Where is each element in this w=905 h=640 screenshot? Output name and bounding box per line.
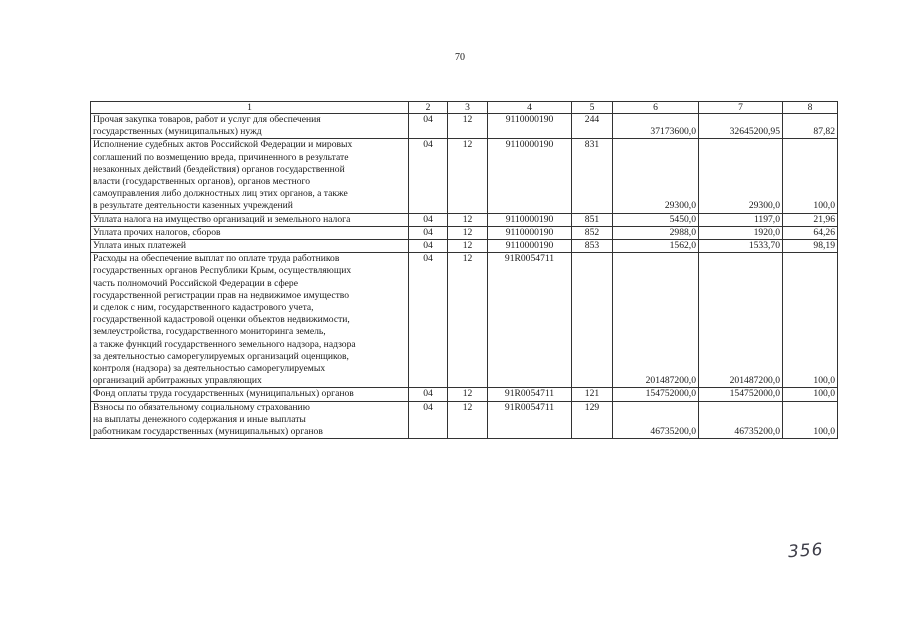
row-description: Взносы по обязательному социальному страхованию на выплаты денежного содержания и иные выплаты работникам государственных (муниципальных) органов <box>91 401 409 439</box>
execution-percent: 100,0 <box>783 139 838 213</box>
subsection-code: 12 <box>448 253 488 388</box>
section-code: 04 <box>409 388 448 401</box>
executed-amount: 154752000,0 <box>699 388 783 401</box>
executed-amount: 46735200,0 <box>699 401 783 439</box>
column-header: 5 <box>572 102 613 114</box>
subsection-code: 12 <box>448 114 488 139</box>
target-article-code: 9110000190 <box>488 139 572 213</box>
target-article-code: 91R0054711 <box>488 401 572 439</box>
subsection-code: 12 <box>448 139 488 213</box>
section-code: 04 <box>409 401 448 439</box>
column-header: 3 <box>448 102 488 114</box>
column-header: 6 <box>613 102 699 114</box>
subsection-code: 12 <box>448 388 488 401</box>
target-article-code: 9110000190 <box>488 114 572 139</box>
subsection-code: 12 <box>448 401 488 439</box>
table-row <box>91 114 838 139</box>
table-row <box>91 226 838 239</box>
target-article-code: 9110000190 <box>488 226 572 239</box>
planned-amount: 154752000,0 <box>613 388 699 401</box>
executed-amount: 29300,0 <box>699 139 783 213</box>
expense-type-code: 129 <box>572 401 613 439</box>
table-row <box>91 213 838 226</box>
section-code: 04 <box>409 114 448 139</box>
row-description: Уплата налога на имущество организаций и земельного налога <box>91 213 409 226</box>
page-number: 70 <box>455 52 465 63</box>
expense-type-code <box>572 253 613 388</box>
execution-percent: 87,82 <box>783 114 838 139</box>
expense-type-code: 121 <box>572 388 613 401</box>
row-description: Уплата иных платежей <box>91 240 409 253</box>
table-row <box>91 388 838 401</box>
section-code: 04 <box>409 240 448 253</box>
budget-execution-table <box>90 101 838 439</box>
expense-type-code: 831 <box>572 139 613 213</box>
subsection-code: 12 <box>448 213 488 226</box>
table-header-row <box>91 102 838 114</box>
row-description: Прочая закупка товаров, работ и услуг для обеспечения государственных (муниципальных) нужд <box>91 114 409 139</box>
planned-amount: 5450,0 <box>613 213 699 226</box>
target-article-code: 91R0054711 <box>488 388 572 401</box>
executed-amount: 1197,0 <box>699 213 783 226</box>
executed-amount: 32645200,95 <box>699 114 783 139</box>
planned-amount: 29300,0 <box>613 139 699 213</box>
planned-amount: 2988,0 <box>613 226 699 239</box>
subsection-code: 12 <box>448 240 488 253</box>
expense-type-code: 851 <box>572 213 613 226</box>
row-description: Фонд оплаты труда государственных (муниципальных) органов <box>91 388 409 401</box>
table-row <box>91 139 838 213</box>
target-article-code: 91R0054711 <box>488 253 572 388</box>
execution-percent: 21,96 <box>783 213 838 226</box>
expense-type-code: 852 <box>572 226 613 239</box>
executed-amount: 1920,0 <box>699 226 783 239</box>
executed-amount: 1533,70 <box>699 240 783 253</box>
subsection-code: 12 <box>448 226 488 239</box>
target-article-code: 9110000190 <box>488 213 572 226</box>
table-row <box>91 240 838 253</box>
row-description: Уплата прочих налогов, сборов <box>91 226 409 239</box>
executed-amount: 201487200,0 <box>699 253 783 388</box>
execution-percent: 98,19 <box>783 240 838 253</box>
planned-amount: 201487200,0 <box>613 253 699 388</box>
column-header: 2 <box>409 102 448 114</box>
table-row <box>91 401 838 439</box>
target-article-code: 9110000190 <box>488 240 572 253</box>
row-description: Расходы на обеспечение выплат по оплате труда работников государственных органов Республики Крым, осуществляющих часть полномочий Российской Федерации в сфере государственной регистрации прав на недвижимое имущество и сделок с ним, государственного кадастрового учета, государственной кадастровой оценки объектов недвижимости, землеустройства, государственного мониторинга земель, а также функций государственного земельного надзора, надзора за деятельностью саморегулируемых организаций оценщиков, контроля (надзора) за деятельностью саморегулируемых организаций арбитражных управляющих <box>91 253 409 388</box>
planned-amount: 37173600,0 <box>613 114 699 139</box>
execution-percent: 100,0 <box>783 253 838 388</box>
handwritten-page-note: 356 <box>787 539 825 563</box>
column-header: 7 <box>699 102 783 114</box>
section-code: 04 <box>409 139 448 213</box>
planned-amount: 1562,0 <box>613 240 699 253</box>
execution-percent: 64,26 <box>783 226 838 239</box>
execution-percent: 100,0 <box>783 388 838 401</box>
expense-type-code: 853 <box>572 240 613 253</box>
column-header: 8 <box>783 102 838 114</box>
execution-percent: 100,0 <box>783 401 838 439</box>
planned-amount: 46735200,0 <box>613 401 699 439</box>
section-code: 04 <box>409 213 448 226</box>
table-row <box>91 253 838 388</box>
expense-type-code: 244 <box>572 114 613 139</box>
column-header: 1 <box>91 102 409 114</box>
section-code: 04 <box>409 253 448 388</box>
column-header: 4 <box>488 102 572 114</box>
section-code: 04 <box>409 226 448 239</box>
row-description: Исполнение судебных актов Российской Федерации и мировых соглашений по возмещению вреда, причиненного в результате незаконных действий (бездействия) органов государственной власти (государственных органов), органов местного самоуправления либо должностных лиц этих органов, а также в результате деятельности казенных учреждений <box>91 139 409 213</box>
